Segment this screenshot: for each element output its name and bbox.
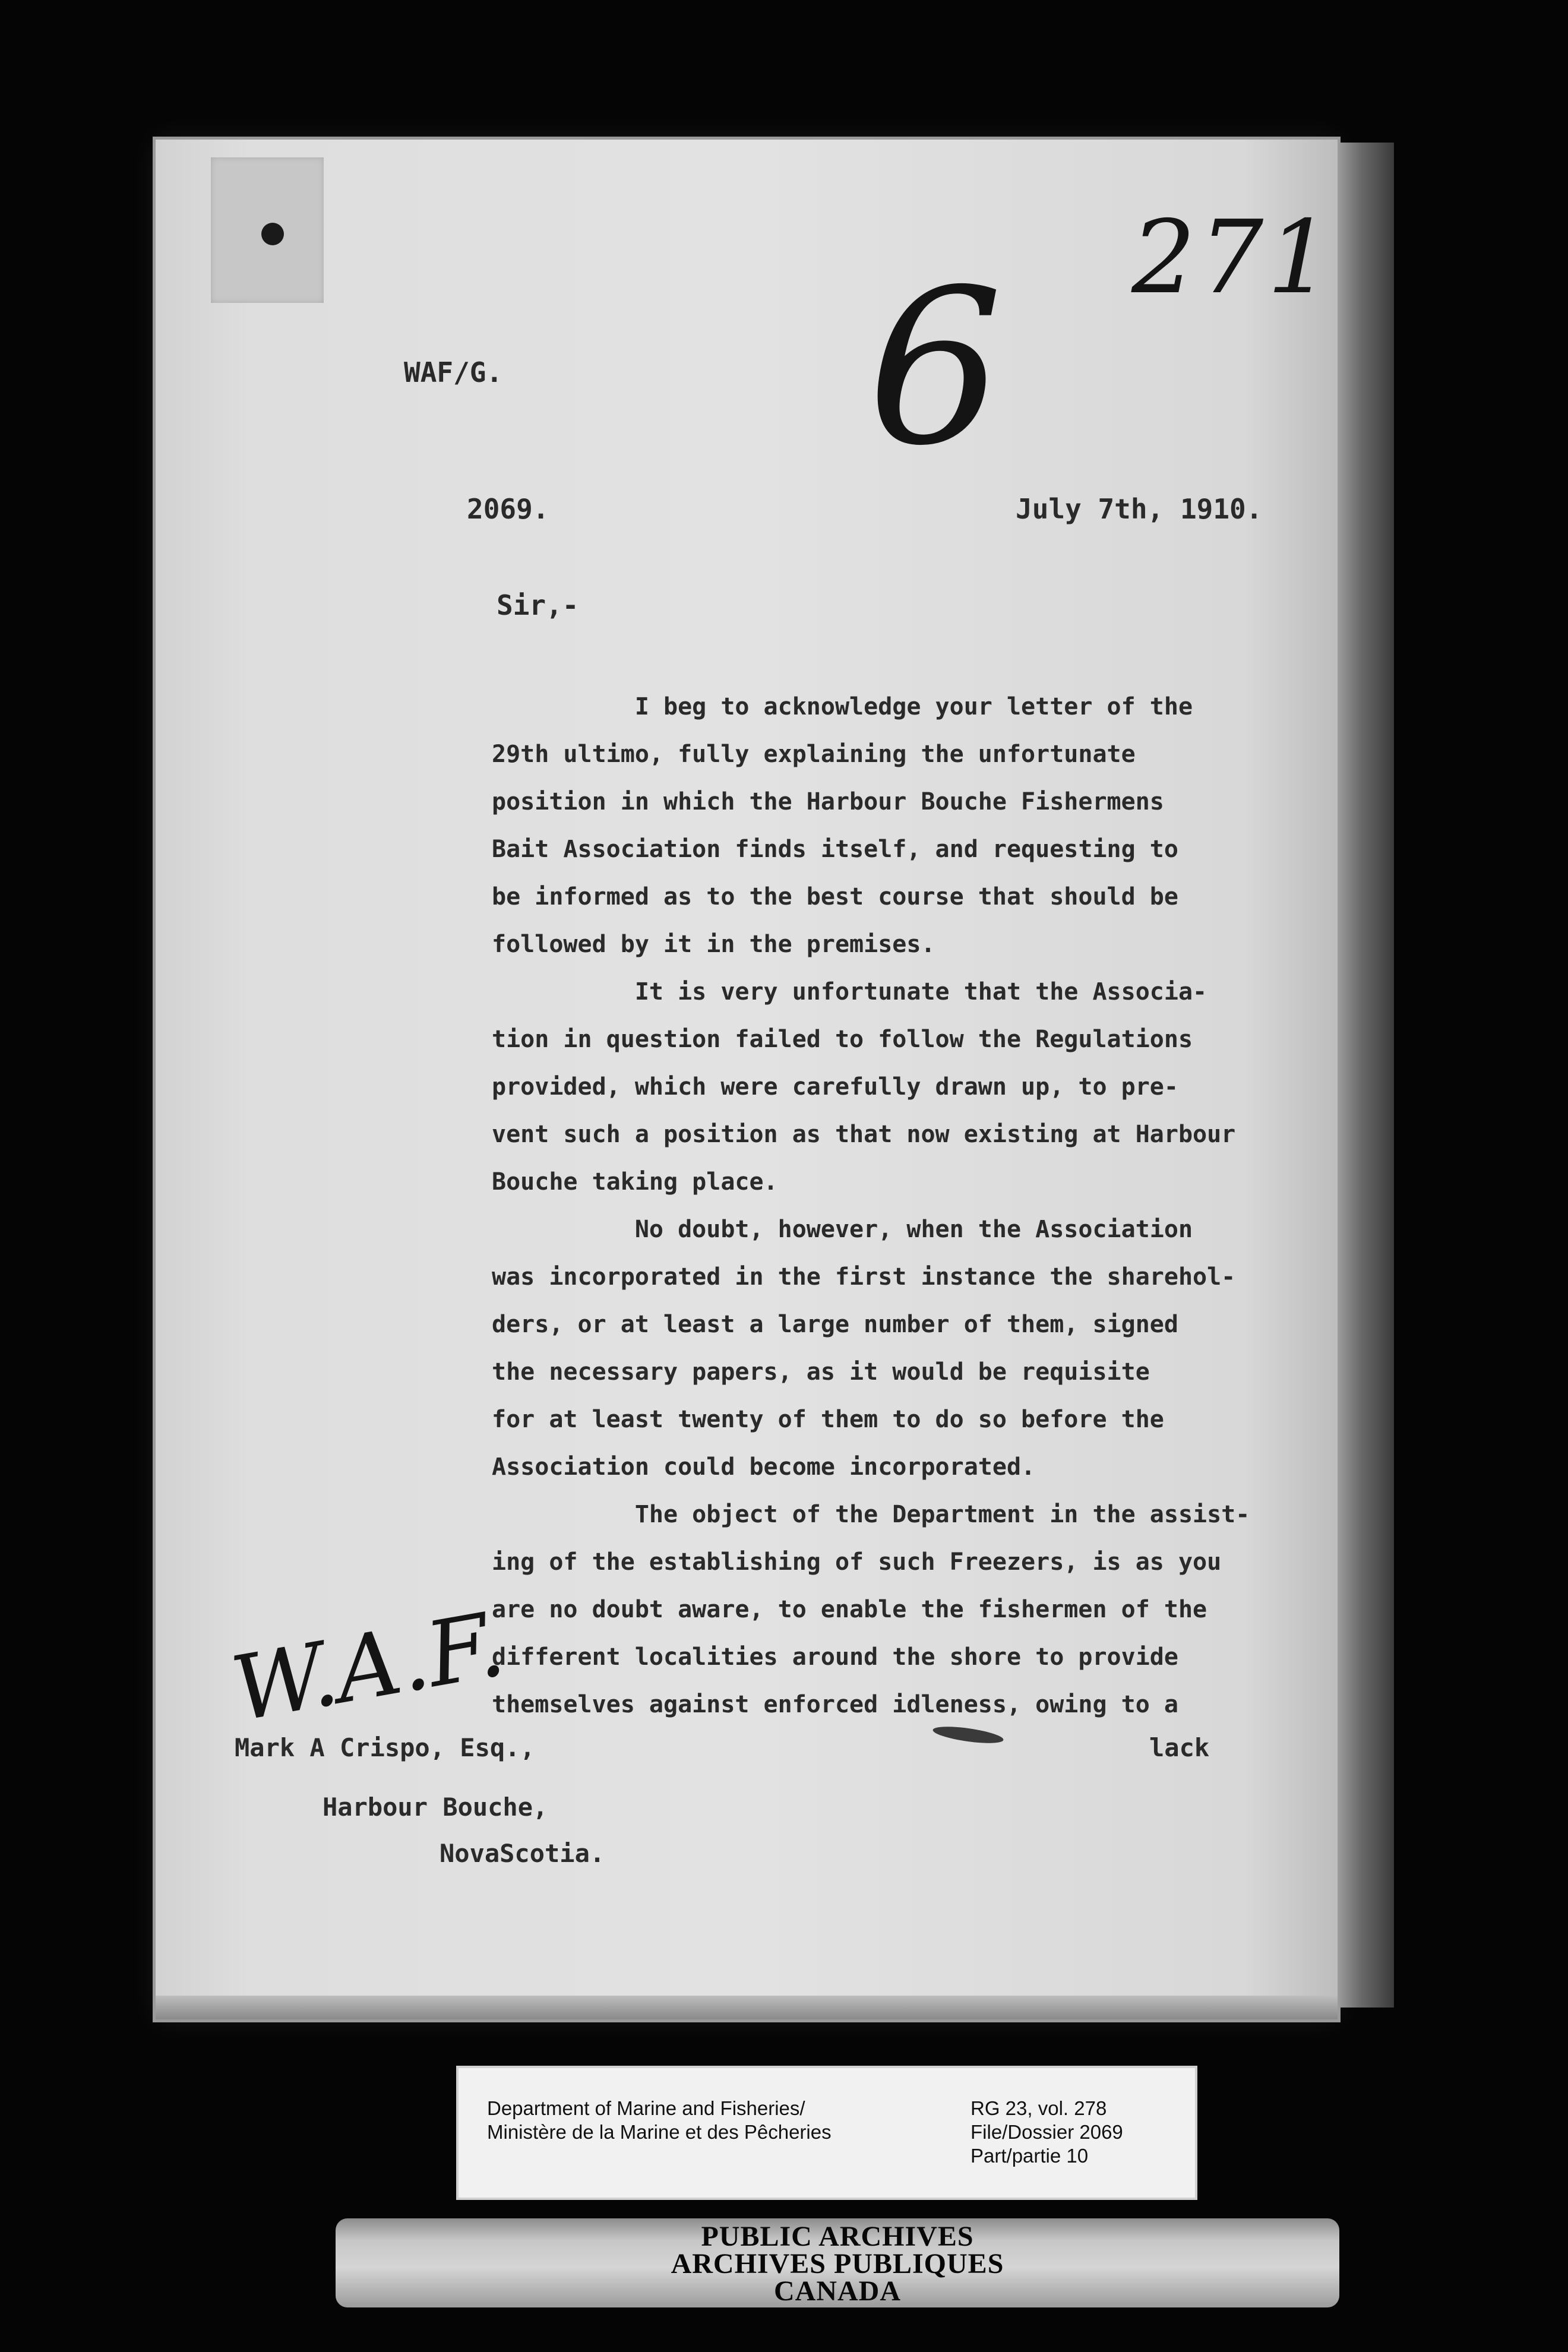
body-line: I beg to acknowledge your letter of the (492, 693, 1193, 720)
page-edge-bottom (156, 1996, 1338, 2019)
body-line: The object of the Department in the assist- (492, 1501, 1250, 1528)
page-edge-right (1338, 143, 1394, 2008)
handwritten-initials: W.A.F. (225, 1592, 512, 1742)
file-mark: 6 (867, 244, 1004, 492)
body-line: Association could become incorporated. (492, 1453, 1036, 1481)
body-line: No doubt, however, when the Association (492, 1216, 1193, 1243)
file-number: 2069. (467, 493, 549, 525)
body-line: ders, or at least a large number of them, signed (492, 1311, 1178, 1338)
department-en: Department of Marine and Fisheries/ (487, 2097, 805, 2119)
addressee-province: NovaScotia. (440, 1839, 605, 1868)
body-line: Bait Association finds itself, and requesting to (492, 836, 1178, 863)
body-line: Bouche taking place. (492, 1168, 778, 1196)
stamp-line-2: ARCHIVES PUBLIQUES (671, 2248, 1004, 2280)
stamp-line-3: CANADA (774, 2275, 901, 2307)
body-line: the necessary papers, as it would be requisite (492, 1358, 1150, 1386)
body-line: are no doubt aware, to enable the fishermen of the (492, 1596, 1207, 1623)
reference-code: WAF/G. (404, 356, 503, 388)
body-line: ing of the establishing of such Freezers, is as you (492, 1548, 1222, 1576)
body-line: position in which the Harbour Bouche Fishermens (492, 788, 1164, 815)
body-line: be informed as to the best course that should be (492, 883, 1178, 911)
folio-number: 271 (1131, 199, 1335, 317)
body-line: for at least twenty of them to do so before the (492, 1406, 1164, 1433)
body-line: 29th ultimo, fully explaining the unfortunate (492, 741, 1136, 768)
archive-label (459, 2068, 1195, 2198)
body-line: different localities around the shore to provide (492, 1643, 1178, 1671)
archives-stamp (336, 2218, 1339, 2307)
label-department (487, 2097, 832, 2144)
body-line: provided, which were carefully drawn up, to pre- (492, 1073, 1178, 1101)
part-partie: Part/partie 10 (970, 2145, 1089, 2167)
stamp-line-1: PUBLIC ARCHIVES (701, 2221, 974, 2252)
addressee-name: Mark A Crispo, Esq., (235, 1733, 535, 1762)
body-line: followed by it in the premises. (492, 931, 935, 958)
addressee-city: Harbour Bouche, (323, 1793, 548, 1822)
catch-word: lack (1149, 1733, 1210, 1762)
body-line: vent such a position as that now existing at Harbour (492, 1121, 1236, 1148)
body-line: It is very unfortunate that the Associa- (492, 978, 1207, 1006)
salutation: Sir,- (497, 589, 579, 621)
body-line: was incorporated in the first instance the sharehol- (492, 1263, 1236, 1291)
file-dossier: File/Dossier 2069 (970, 2121, 1123, 2143)
label-reference (970, 2097, 1123, 2168)
body-line: themselves against enforced idleness, owing to a (492, 1691, 1178, 1718)
letter-date: July 7th, 1910. (1016, 493, 1263, 525)
department-fr: Ministère de la Marine et des Pêcheries (487, 2121, 832, 2143)
letter-body (492, 683, 1288, 1728)
punch-hole-icon (261, 223, 284, 245)
body-line: tion in question failed to follow the Regulations (492, 1026, 1193, 1053)
record-group: RG 23, vol. 278 (970, 2097, 1107, 2119)
